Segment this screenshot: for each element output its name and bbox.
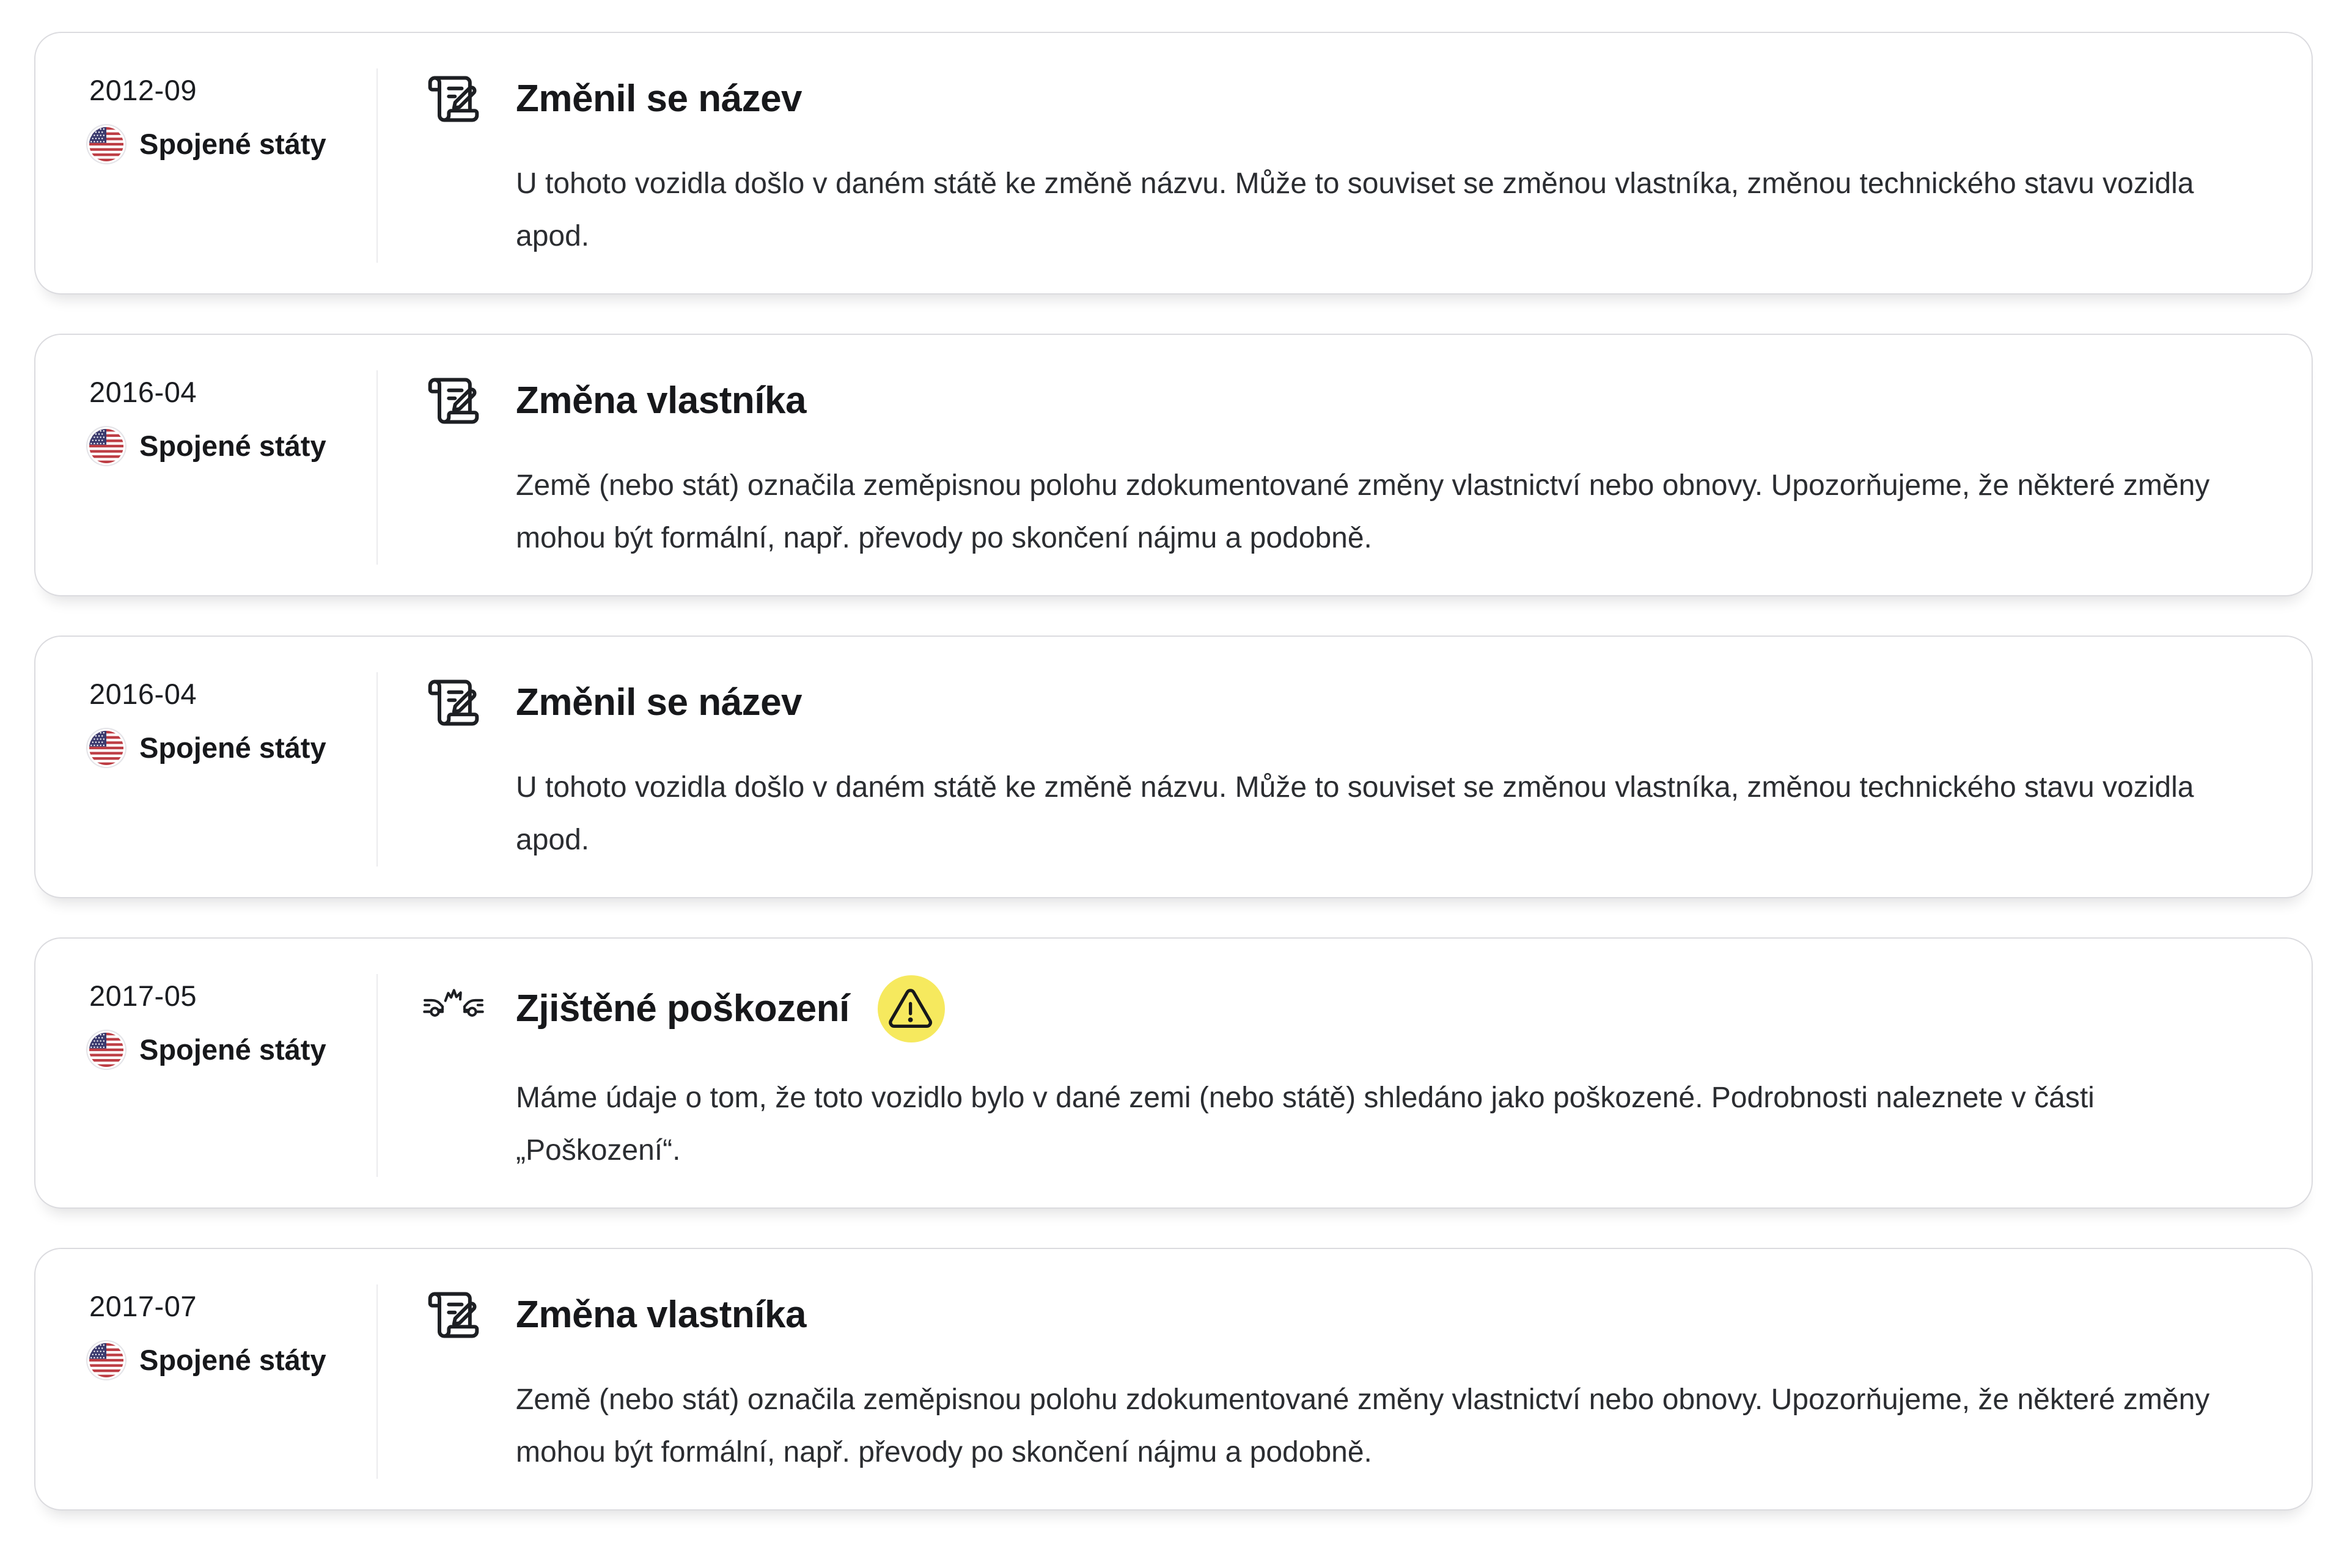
event-card: [34, 636, 2313, 898]
event-title-row: [423, 70, 2265, 128]
event-content: [378, 1284, 2265, 1479]
country-label: Spojené státy: [139, 128, 326, 160]
event-card: [34, 937, 2313, 1209]
event-country: [89, 127, 376, 161]
event-content: [378, 370, 2265, 565]
event-country: [89, 1033, 376, 1067]
event-country: [89, 429, 376, 463]
scroll-pencil-icon: [423, 673, 484, 732]
event-card: [34, 334, 2313, 596]
us-flag-icon: [89, 1343, 123, 1377]
event-card: [34, 32, 2313, 295]
event-title: Změnil se název: [516, 681, 803, 724]
event-title-row: [423, 975, 2265, 1042]
event-description: Země (nebo stát) označila zeměpisnou polohu zdokumentované změny vlastnictví nebo obnovy. Upozorňujeme, že některé změny mohou být formální, např. převody po skončení nájmu a podobně.: [516, 469, 2210, 554]
scroll-pencil-icon: [423, 70, 484, 128]
country-label: Spojené státy: [139, 731, 326, 764]
country-label: Spojené státy: [139, 430, 326, 462]
country-label: Spojené státy: [139, 1033, 326, 1066]
event-meta: [89, 1284, 376, 1479]
country-label: Spojené státy: [139, 1344, 326, 1376]
event-description: Máme údaje o tom, že toto vozidlo bylo v dané zemi (nebo státě) shledáno jako poškozené. Podrobnosti naleznete v části „Poškození“.: [516, 1082, 2095, 1167]
event-meta: [89, 370, 376, 565]
event-title: Změna vlastníka: [516, 1294, 806, 1336]
us-flag-icon: [89, 429, 123, 463]
warning-triangle-icon: [878, 975, 945, 1042]
event-date: 2017-07: [89, 1290, 197, 1322]
event-timeline: [34, 32, 2313, 1511]
event-date: 2016-04: [89, 376, 197, 408]
event-date: 2012-09: [89, 74, 197, 106]
event-meta: [89, 672, 376, 866]
event-country: [89, 1343, 376, 1377]
event-date: 2017-05: [89, 980, 197, 1012]
event-title: Zjištěné poškození: [516, 987, 850, 1030]
event-country: [89, 731, 376, 765]
event-description: Země (nebo stát) označila zeměpisnou polohu zdokumentované změny vlastnictví nebo obnovy. Upozorňujeme, že některé změny mohou být formální, např. převody po skončení nájmu a podobně.: [516, 1383, 2210, 1468]
event-date: 2016-04: [89, 678, 197, 710]
scroll-pencil-icon: [423, 372, 484, 430]
event-description: U tohoto vozidla došlo v daném státě ke změně názvu. Může to souviset se změnou vlastníka, změnou technického stavu vozidla apod.: [516, 167, 2194, 252]
event-title-row: [423, 372, 2265, 430]
event-meta: [89, 68, 376, 263]
scroll-pencil-icon: [423, 1286, 484, 1344]
event-card: [34, 1248, 2313, 1511]
event-title-row: [423, 1286, 2265, 1344]
event-title-row: [423, 673, 2265, 732]
event-title: Změna vlastníka: [516, 379, 806, 422]
event-content: [378, 672, 2265, 866]
us-flag-icon: [89, 731, 123, 765]
event-meta: [89, 974, 376, 1177]
event-title: Změnil se název: [516, 78, 803, 120]
event-content: [378, 68, 2265, 263]
us-flag-icon: [89, 127, 123, 161]
car-crash-icon: [423, 980, 484, 1038]
event-description: U tohoto vozidla došlo v daném státě ke změně názvu. Může to souviset se změnou vlastníka, změnou technického stavu vozidla apod.: [516, 771, 2194, 856]
us-flag-icon: [89, 1033, 123, 1067]
event-content: [378, 974, 2265, 1177]
